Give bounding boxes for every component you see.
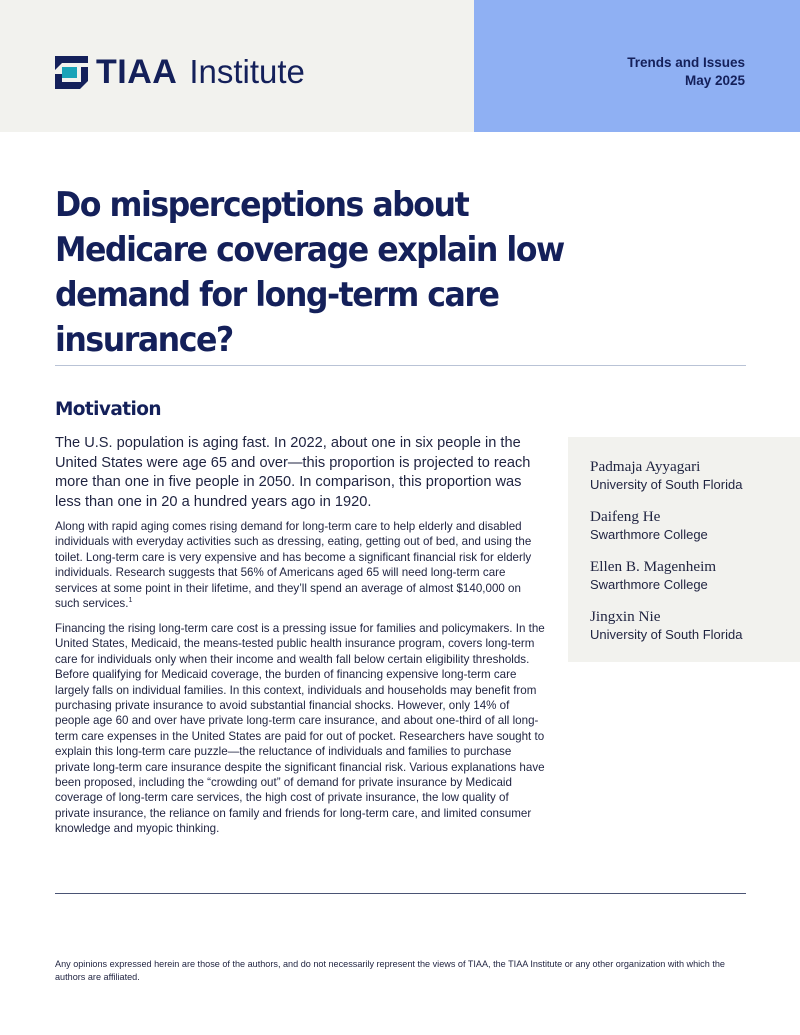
tiaa-institute-logo[interactable] <box>55 54 305 90</box>
publication-series <box>627 54 745 90</box>
author-name: Ellen B. Magenheim <box>590 558 717 575</box>
body-paragraph-1 <box>55 519 545 611</box>
author-name: Padmaja Ayyagari <box>590 458 701 475</box>
author-affiliation: Swarthmore College <box>590 577 708 592</box>
author-affiliation: Swarthmore College <box>590 527 708 542</box>
divider-top <box>55 365 746 366</box>
author-entry <box>590 507 800 543</box>
author-name: Daifeng He <box>590 508 661 525</box>
body-paragraph-1-text: Along with rapid aging comes rising demand for long-term care to help elderly and disabled individuals with everyday activities such as dressing, eating, getting out of bed, and using the toilet. Long-term care is very expensive and has become a significant financial risk for elderly individuals. Research suggests that 56% of Americans aged 65 will need long-term care services at some point in their lifetime, and they’ll spend an average of almost $140,000 on such services. <box>55 520 532 611</box>
author-entry <box>590 557 800 593</box>
publication-date: May 2025 <box>684 73 745 88</box>
footnote-marker[interactable]: 1 <box>128 597 133 605</box>
logo-brand-text: TIAA <box>96 53 178 91</box>
lead-paragraph: The U.S. population is aging fast. In 2022, about one in six people in the United States were age 65 and over—this proportion is projected to reach more than one in five people in 2050. In comparison, this proportion was less than one in 20 a hundred years ago in 1920. <box>55 435 531 510</box>
series-name: Trends and Issues <box>627 55 745 70</box>
author-affiliation: University of South Florida <box>590 477 743 492</box>
author-entry <box>590 607 800 643</box>
divider-bottom <box>55 893 746 894</box>
disclaimer: Any opinions expressed herein are those of the authors, and do not necessarily represent the views of TIAA, the TIAA Institute or any other organization with which the authors are affiliated. <box>55 959 725 982</box>
author-name: Jingxin Nie <box>590 608 661 625</box>
page-title: Do misperceptions about Medicare coverage explain low demand for long-term care insurance? <box>55 185 564 360</box>
author-entry <box>590 457 800 493</box>
tiaa-logo-mark-icon <box>55 56 88 89</box>
authors-panel <box>568 437 800 662</box>
author-affiliation: University of South Florida <box>590 627 743 642</box>
body-paragraph-2: Financing the rising long-term care cost is a pressing issue for families and policymakers. In the United States, Medicaid, the means-tested public health insurance program, covers long-term care for individuals only when their income and wealth fall below certain eligibility thresholds. Before qualifying for Medicaid coverage, the burden of financing expensive long-term care largely falls on individual families. In this context, individuals and households may benefit from purchasing private insurance to avoid substantial financial shocks. However, only 14% of people age 60 and over have private long-term care insurance, and about one-third of all long-term care expenses in the United States are paid for out of pocket. Researchers have sought to explain this long-term care puzzle—the reluctance of individuals and families to purchase private long-term care insurance despite the significant financial risk. Various explanations have been proposed, including the “crowding out” of demand for private insurance by Medicaid coverage of long-term care services, the high cost of private insurance, the low quality of private insurance, the reliance on family and friends for long-term care, and limited consumer knowledge and myopic thinking. <box>55 622 545 836</box>
section-heading-motivation: Motivation <box>55 399 161 420</box>
logo-sub-text: Institute <box>189 53 305 90</box>
